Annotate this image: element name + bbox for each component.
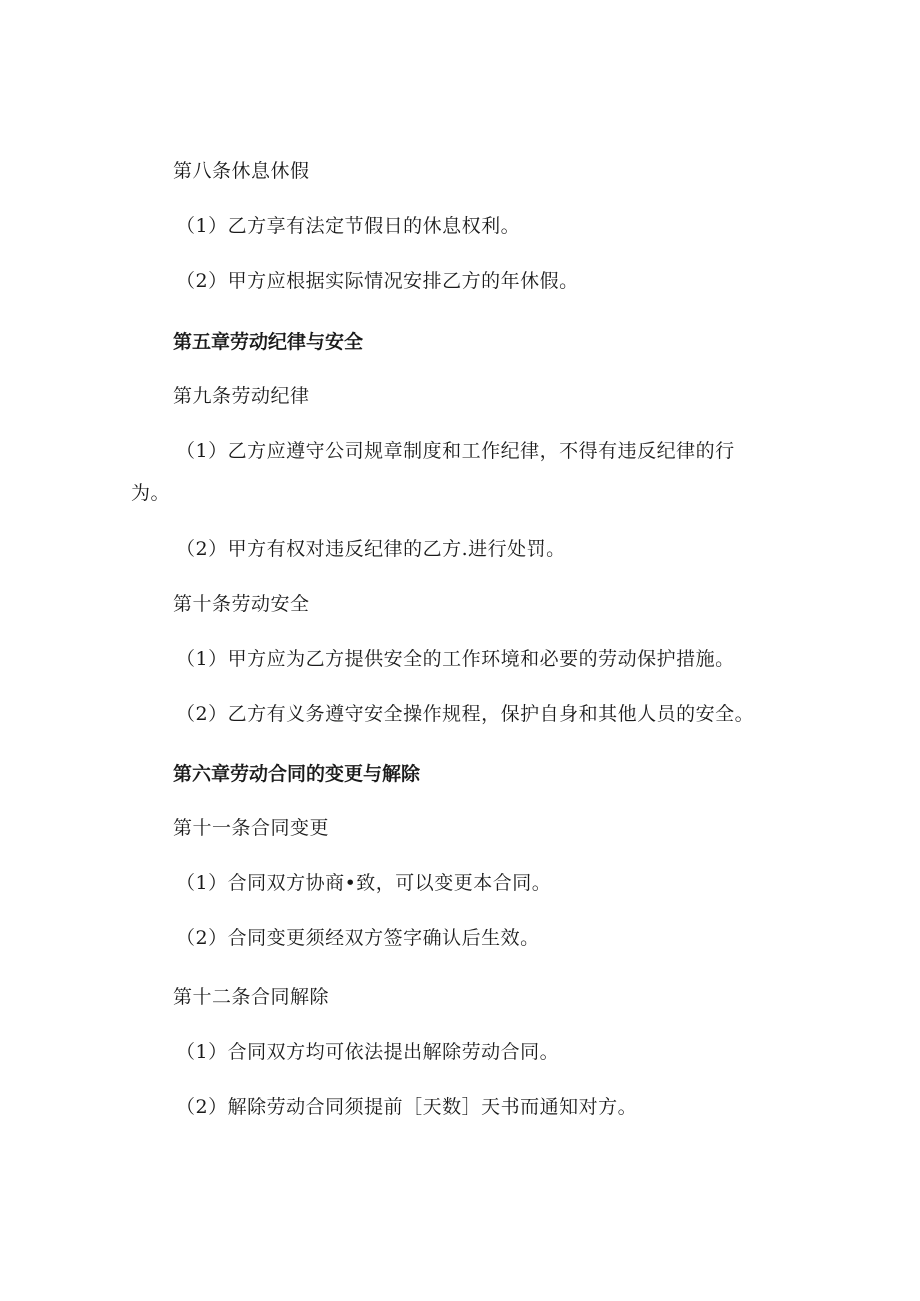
chapter-5-title: 第五章劳动纪律与安全 [173, 331, 364, 353]
article-9-title: 第九条劳动纪律 [173, 385, 310, 407]
article-9-item-2: （2）甲方有权对违反纪律的乙方.进行处罚。 [176, 538, 566, 560]
article-8-title: 第八条休息休假 [173, 160, 310, 182]
article-9-item-1-line-1: （1）乙方应遵守公司规章制度和工作纪律，不得有违反纪律的行 [176, 440, 735, 462]
chapter-6-title: 第六章劳动合同的变更与解除 [173, 763, 421, 785]
article-12-title: 第十二条合同解除 [173, 986, 330, 1008]
article-10-title: 第十条劳动安全 [173, 593, 310, 615]
article-8-item-1: （1）乙方享有法定节假日的休息权利。 [176, 215, 521, 237]
article-12-item-1: （1）合同双方均可依法提出解除劳动合同。 [176, 1041, 560, 1063]
article-11-item-2: （2）合同变更须经双方签字确认后生效。 [176, 927, 540, 949]
article-8-item-2: （2）甲方应根据实际情况安排乙方的年休假。 [176, 270, 579, 292]
article-10-item-2: （2）乙方有义务遵守安全操作规程，保护自身和其他人员的安全。 [176, 703, 755, 725]
article-12-item-2: （2）解除劳动合同须提前［天数］天书而通知对方。 [176, 1096, 638, 1118]
article-11-title: 第十一条合同变更 [173, 817, 330, 839]
article-10-item-1: （1）甲方应为乙方提供安全的工作环境和必要的劳动保护措施。 [176, 648, 735, 670]
article-11-item-1: （1）合同双方协商•致，可以变更本合同。 [176, 872, 552, 894]
article-9-item-1-line-2: 为。 [131, 482, 171, 504]
